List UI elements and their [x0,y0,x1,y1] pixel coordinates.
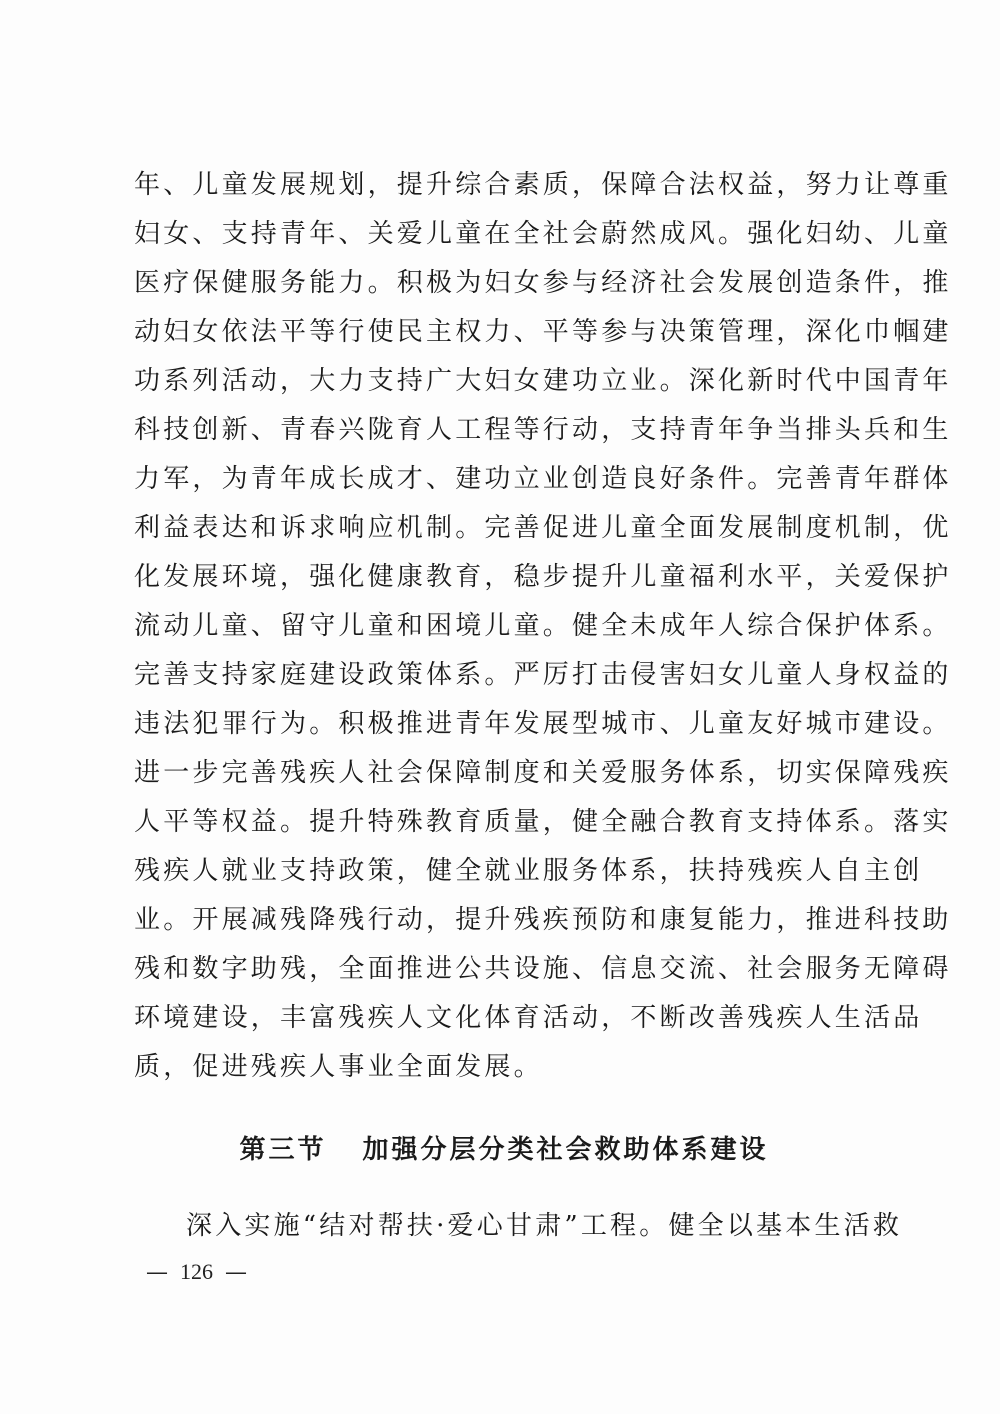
page-number: 126 [180,1259,213,1284]
text-line-16: 业。开展减残降残行动，提升残疾预防和康复能力，推进科技助 [134,905,952,935]
body-paragraph [134,161,952,1092]
body-paragraph-2 [134,1202,903,1251]
text-line-5: 功系列活动，大力支持广大妇女建功立业。深化新时代中国青年 [134,366,952,396]
text-line-13: 进一步完善残疾人社会保障制度和关爱服务体系，切实保障残疾 [134,758,952,788]
text-line-17: 残和数字助残，全面推进公共设施、信息交流、社会服务无障碍 [134,954,952,984]
section-number: 第三节 [239,1135,327,1165]
text-line-4: 动妇女依法平等行使民主权力、平等参与决策管理，深化巾帼建 [134,317,952,347]
text-line-7: 力军，为青年成长成才、建功立业创造良好条件。完善青年群体 [134,464,952,494]
text-line-14: 人平等权益。提升特殊教育质量，健全融合教育支持体系。落实 [134,807,952,837]
text-line-12: 违法犯罪行为。积极推进青年发展型城市、儿童友好城市建设。 [134,709,952,739]
text-line-11: 完善支持家庭建设政策体系。严厉打击侵害妇女儿童人身权益的 [134,660,952,690]
text-line-18: 环境建设，丰富残疾人文化体育活动，不断改善残疾人生活品 [134,1003,923,1033]
text-line-p2-1: 深入实施“结对帮扶·爱心甘肃”工程。健全以基本生活救 [186,1211,903,1241]
footer-dash-right: — [225,1260,247,1285]
text-line-9: 化发展环境，强化健康教育，稳步提升儿童福利水平，关爱保护 [134,562,952,592]
text-line-15: 残疾人就业支持政策，健全就业服务体系，扶持残疾人自主创 [134,856,923,886]
text-line-6: 科技创新、青春兴陇育人工程等行动，支持青年争当排头兵和生 [134,415,952,445]
text-line-8: 利益表达和诉求响应机制。完善促进儿童全面发展制度机制，优 [134,513,952,543]
section-title: 加强分层分类社会救助体系建设 [362,1135,769,1165]
text-line-2: 妇女、支持青年、关爱儿童在全社会蔚然成风。强化妇幼、儿童 [134,219,952,249]
footer-dash-left: — [146,1260,168,1285]
section-heading [134,1128,874,1172]
text-line-3: 医疗保健服务能力。积极为妇女参与经济社会发展创造条件，推 [134,268,952,298]
text-line-1: 年、儿童发展规划，提升综合素质，保障合法权益，努力让尊重 [134,170,952,200]
text-line-10: 流动儿童、留守儿童和困境儿童。健全未成年人综合保护体系。 [134,611,952,641]
page-footer [146,1257,247,1288]
text-line-19: 质，促进残疾人事业全面发展。 [134,1052,543,1082]
